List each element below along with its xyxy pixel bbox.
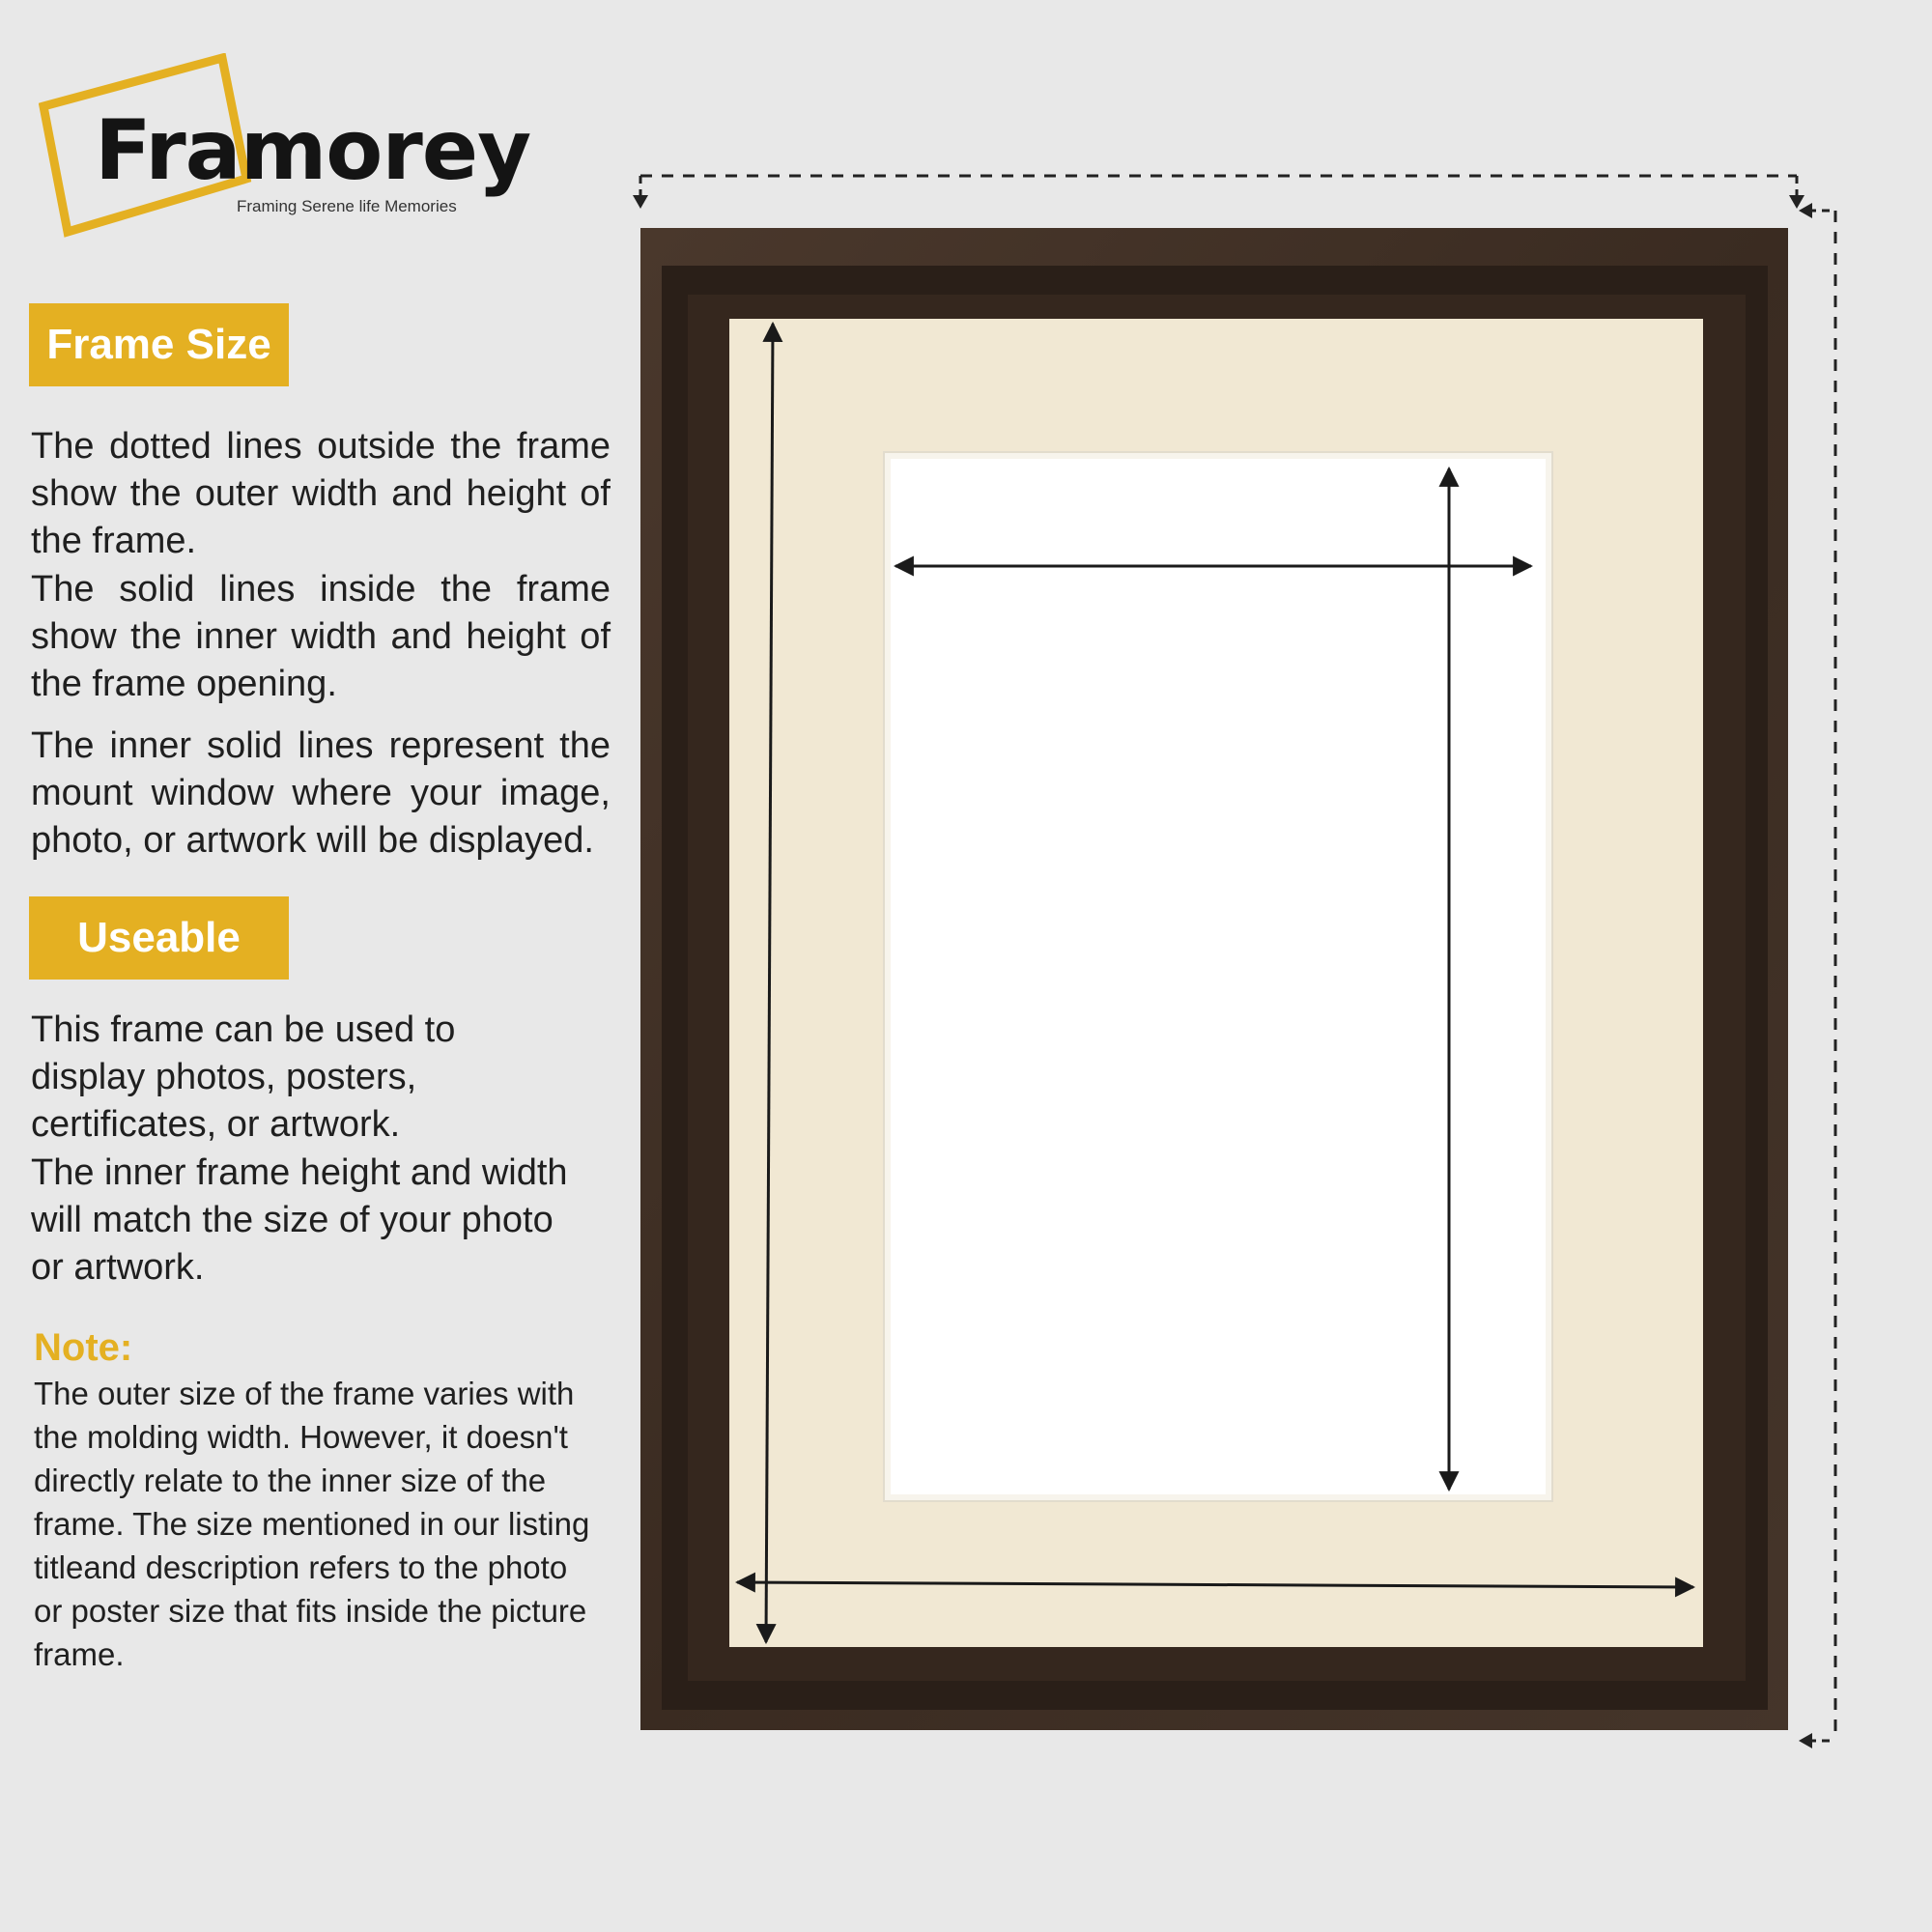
note-text: The outer size of the frame varies with the molding width. However, it doesn't directly relate to the inner size of the frame. The size mentioned in our listing titleand description refers to the photo or poster size that fits inside the picture frame. bbox=[34, 1376, 590, 1672]
frame-size-para-1: The dotted lines outside the frame show the outer width and height of the frame. bbox=[31, 426, 611, 561]
brand-name: Framorey bbox=[95, 102, 531, 199]
frame-size-para-3: The inner solid lines represent the mount window where your image, photo, or artwork will be displayed. bbox=[31, 725, 611, 861]
note-title: Note: bbox=[34, 1326, 133, 1369]
frame-size-label: Frame Size bbox=[29, 303, 289, 386]
frame-size-para-2: The solid lines inside the frame show the inner width and height of the frame opening. bbox=[31, 569, 611, 704]
useable-para-2: The inner frame height and width will match the size of your photo or artwork. bbox=[31, 1152, 568, 1288]
outer-height-dotted-arrow bbox=[1799, 203, 1835, 1748]
mount-window bbox=[891, 459, 1546, 1494]
useable-label: Useable bbox=[29, 896, 289, 980]
frame-diagram bbox=[618, 155, 1874, 1758]
outer-width-dotted-arrow bbox=[633, 176, 1804, 209]
useable-para-1: This frame can be used to display photos, posters, certificates, or artwork. bbox=[31, 1009, 456, 1145]
frame-illustration bbox=[618, 155, 1874, 1758]
brand-tagline: Framing Serene life Memories bbox=[237, 197, 457, 215]
brand-logo bbox=[39, 53, 541, 256]
